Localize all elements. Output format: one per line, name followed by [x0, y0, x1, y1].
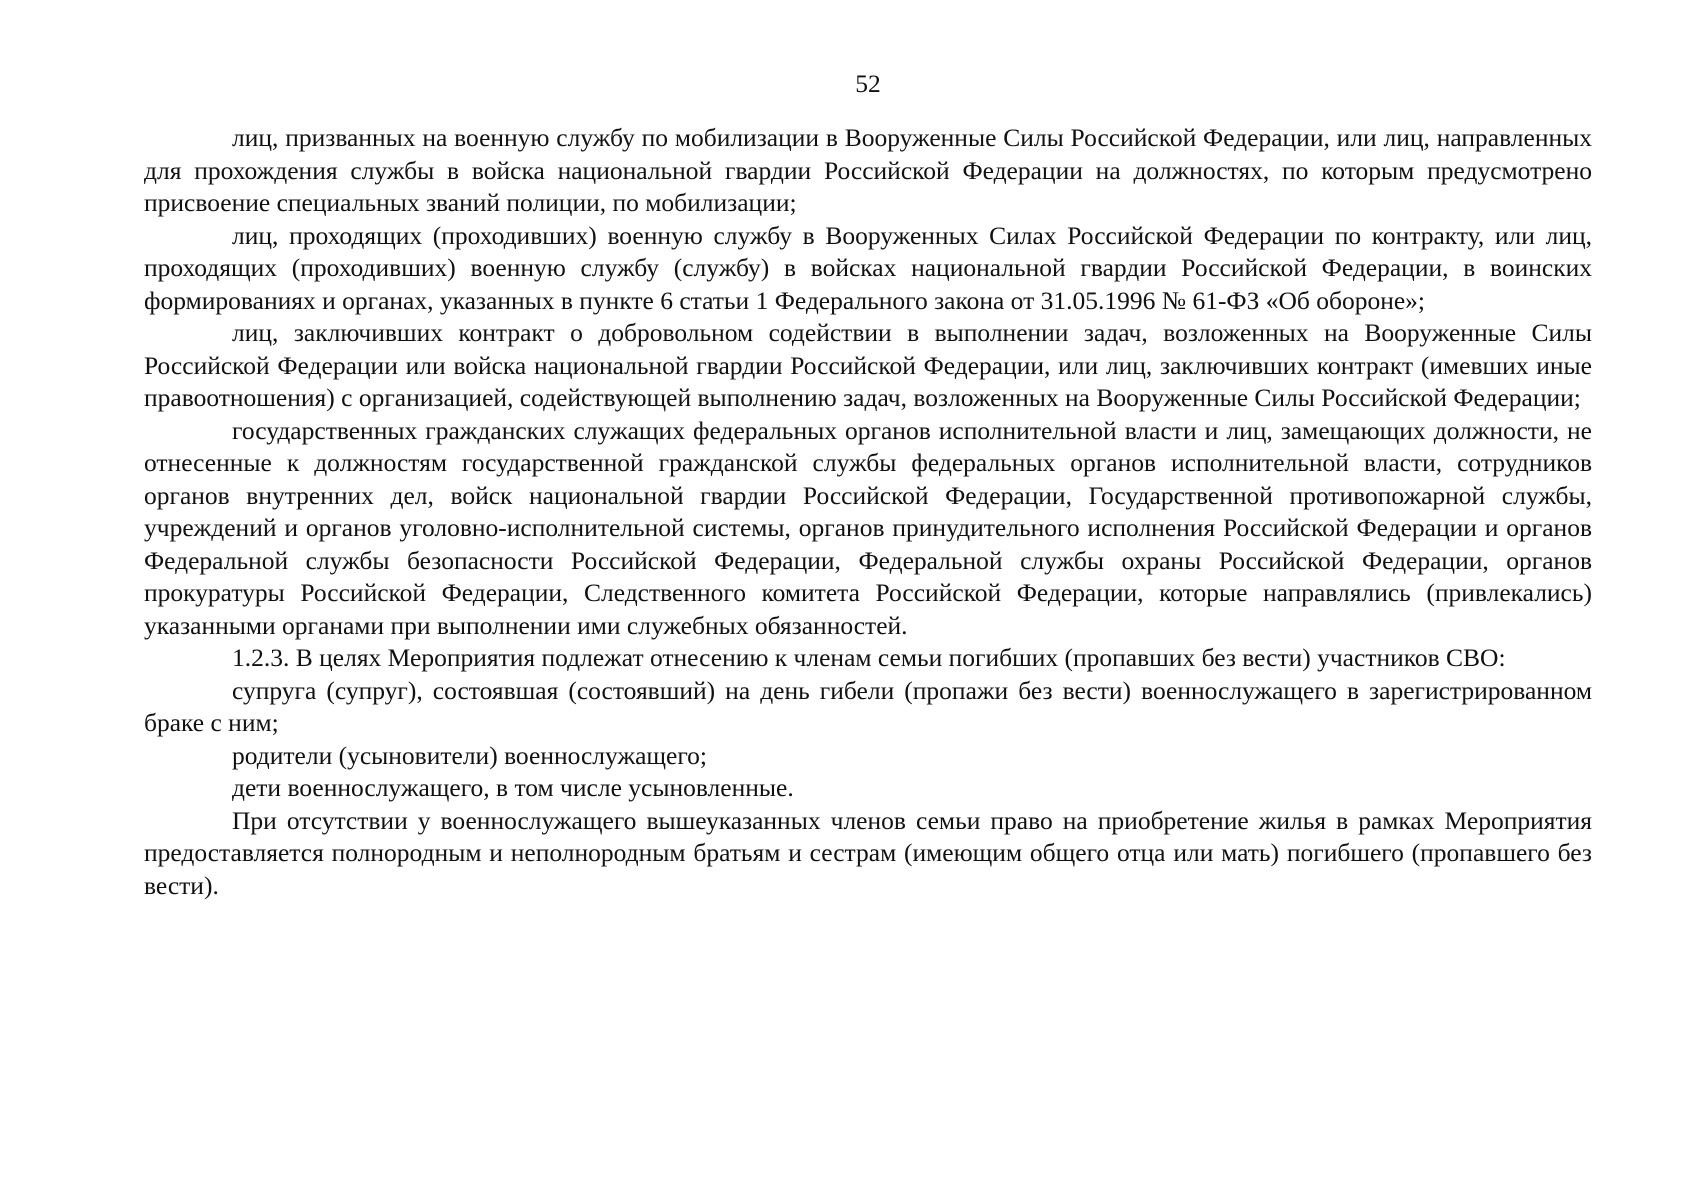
paragraph-civil-servants: государственных гражданских служащих федеральных органов исполнительной власти и лиц, замещающих должности, не отнесенные к должностям государственной гражданской службы федеральных органов исполнительной власти, сотрудников органов внутренних дел, войск национальной гвардии Российской Федерации, Государственной противопожарной службы, учреждений и органов уголовно-исполнительной системы, органов принудительного исполнения Российской Федерации и органов Федеральной службы безопасности Российской Федерации, Федеральной службы охраны Российской Федерации, органов прокуратуры Российской Федерации, Следственного комитета Российской Федерации, которые направлялись (привлекались) указанными органами при выполнении ими служебных обязанностей.: [144, 415, 1592, 640]
paragraph-siblings: При отсутствии у военнослужащего вышеуказанных членов семьи право на приобретение жилья в рамках Мероприятия предоставляется полнородным и неполнородным братьям и сестрам (имеющим общего отца или мать) погибшего (пропавшего без вести).: [144, 805, 1592, 900]
paragraph-parents: родители (усыновители) военнослужащего;: [232, 740, 707, 770]
paragraph-spouse: супруга (супруг), состоявшая (состоявший) на день гибели (пропажи без вести) военнослужащего в зарегистрированном браке с ним;: [144, 675, 1592, 737]
paragraph-section-1-2-3: 1.2.3. В целях Мероприятия подлежат отнесению к членам семьи погибших (пропавших без вести) участников СВО:: [232, 643, 1506, 672]
paragraph-contract-service: лиц, проходящих (проходивших) военную службу в Вооруженных Силах Российской Федерации по контракту, или лиц, проходящих (проходивших) военную службу (службу) в войсках национальной гвардии Российской Федерации, в воинских формированиях и органах, указанных в пункте 6 статьи 1 Федерального закона от 31.05.1996 № 61-ФЗ «Об обороне»;: [144, 220, 1592, 315]
paragraph-volunteers: лиц, заключивших контракт о добровольном содействии в выполнении задач, возложенных на Вооруженные Силы Российской Федерации или войска национальной гвардии Российской Федерации, или лиц, заключивших контракт (имевших иные правоотношения) с организацией, содействующей выполнению задач, возложенных на Вооруженные Силы Российской Федерации;: [144, 318, 1592, 412]
document-page: [144, 69, 1592, 902]
paragraph-mobilized: лиц, призванных на военную службу по мобилизации в Вооруженные Силы Российской Федерации, или лиц, направленных для прохождения службы в войска национальной гвардии Российской Федерации на должностях, по которым предусмотрено присвоение специальных званий полиции, по мобилизации;: [144, 123, 1592, 217]
paragraph-children: дети военнослужащего, в том числе усыновленные.: [232, 773, 794, 802]
page-number: 52: [855, 69, 881, 98]
